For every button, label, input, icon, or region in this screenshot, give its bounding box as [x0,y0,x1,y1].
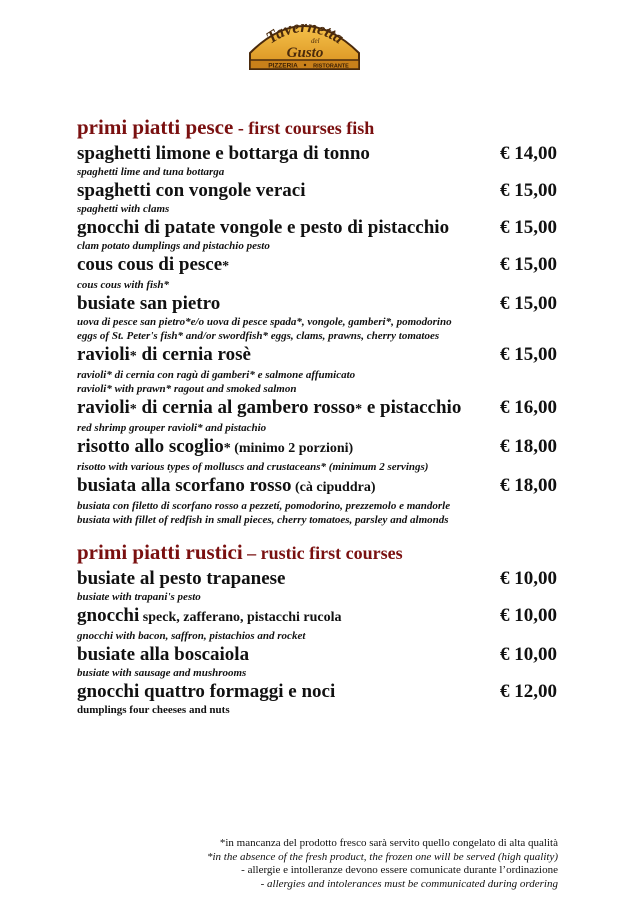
menu-item [77,179,557,216]
menu-item [77,435,557,474]
item-name-text: cous cous di pesce [77,254,223,275]
menu-item [77,142,557,179]
item-description-en: eggs of St. Peter's fish* and/or swordfish* eggs, clams, prawns, cherry tomatoes [77,330,440,342]
item-description: busiata con filetto di scorfano rosso a pezzetí, pomodorino, prezzemolo e mandorle [77,500,451,512]
item-description: spaghetti with clams [77,203,170,215]
footer-notes [207,837,558,891]
item-name-note: (minimo 2 porzioni) [230,441,354,456]
item-description: clam potato dumplings and pistachio pesto [77,240,270,252]
frozen-mark: * [223,441,231,456]
item-price: € 10,00 [500,568,557,589]
menu-item [77,396,557,435]
menu-item [77,474,557,527]
item-name [77,435,353,460]
logo-dot [304,64,306,66]
item-name [77,396,461,421]
section-rustic-first-courses [77,539,557,717]
item-price: € 15,00 [500,344,557,365]
item-name-rest: di cernia al gambero rosso [136,397,356,418]
logo-emblem [247,13,362,73]
menu-item [77,253,557,292]
section-title-en: – rustic first courses [242,543,403,563]
item-name: busiate san pietro [77,293,221,314]
frozen-mark: * [129,349,137,364]
item-name: spaghetti limone e bottarga di tonno [77,143,370,164]
item-name: spaghetti con vongole veraci [77,180,306,201]
logo-name-bottom: Gusto [286,45,324,61]
item-name-note: speck, zafferano, pistacchi rucola [139,610,342,625]
item-price: € 18,00 [500,475,557,496]
item-name: busiate al pesto trapanese [77,568,286,589]
item-name: gnocchi di patate vongole e pesto di pistacchio [77,217,450,238]
logo-name-del: del [311,37,320,45]
restaurant-logo [247,13,362,73]
item-price: € 14,00 [500,143,557,164]
menu-item [77,604,557,643]
item-price: € 12,00 [500,681,557,702]
footer-frozen-note-en: *in the absence of the fresh product, the frozen one will be served (high quality) [206,850,558,863]
section-title-it: primi piatti pesce [77,115,234,139]
item-price: € 15,00 [500,254,557,275]
section-title-it: primi piatti rustici [77,540,243,564]
menu-item [77,567,557,604]
frozen-mark: * [355,402,363,417]
item-description: risotto with various types of molluscs and crustaceans* (minimum 2 servings) [77,461,429,473]
item-description: cous cous with fish* [77,279,169,291]
item-name [77,343,251,368]
item-name-text: busiata alla scorfano rosso [77,475,292,496]
item-name [77,604,341,629]
item-name [77,253,229,278]
logo-tagline-left: PIZZERIA [268,62,298,70]
item-description: uova di pesce san pietro*e/o uova di pesce spada*, vongole, gamberi*, pomodorino [77,316,452,328]
item-description: busiate with trapani's pesto [77,591,201,603]
item-name-text: gnocchi [77,605,140,626]
item-name-text: ravioli [77,397,130,418]
item-name-text: risotto allo scoglio [77,436,224,457]
section-title [77,539,557,566]
menu-item [77,216,557,253]
item-description: ravioli* di cernia con ragù di gamberi* e salmone affumicato [77,369,356,381]
footer-allergy-note-it: - allergie e intolleranze devono essere comunicate durante l’ordinazione [241,864,558,876]
item-name-note: (cà cipuddra) [291,480,376,495]
footer-frozen-note-it: *in mancanza del prodotto fresco sarà servito quello congelato di alta qualità [219,837,558,849]
item-description: gnocchi with bacon, saffron, pistachios and rocket [77,630,306,642]
frozen-mark: * [222,259,230,274]
footer-allergy-note-en: - allergies and intolerances must be communicated during ordering [260,877,558,890]
section-first-courses-fish [77,114,557,527]
item-price: € 18,00 [500,436,557,457]
item-description: spaghetti lime and tuna bottarga [77,166,225,178]
logo-tagline-right: RISTORANTE [313,63,349,70]
item-description-en: ravioli* with prawn* ragout and smoked salmon [77,383,297,395]
item-name: busiate alla boscaiola [77,644,250,665]
menu-item [77,643,557,680]
item-description: dumplings four cheeses and nuts [77,704,230,716]
menu-item [77,680,557,717]
frozen-mark: * [129,402,137,417]
item-price: € 15,00 [500,293,557,314]
item-name-rest: e pistacchio [362,397,462,418]
item-price: € 15,00 [500,180,557,201]
item-description: busiate with sausage and mushrooms [77,667,247,679]
menu-item [77,292,557,343]
item-price: € 10,00 [500,644,557,665]
menu-item [77,343,557,396]
section-title-en: - first courses fish [233,118,375,138]
item-price: € 10,00 [500,605,557,626]
item-name: gnocchi quattro formaggi e noci [77,681,336,702]
item-description: red shrimp grouper ravioli* and pistachio [77,422,267,434]
section-title [77,114,557,141]
item-name [77,474,375,499]
item-name-rest: di cernia rosè [136,344,251,365]
item-name-text: ravioli [77,344,130,365]
item-price: € 16,00 [500,397,557,418]
item-price: € 15,00 [500,217,557,238]
logo-name-top: Tavernetta [262,16,348,48]
item-description-en: busiata with fillet of redfish in small pieces, cherry tomatoes, parsley and almonds [77,514,449,526]
